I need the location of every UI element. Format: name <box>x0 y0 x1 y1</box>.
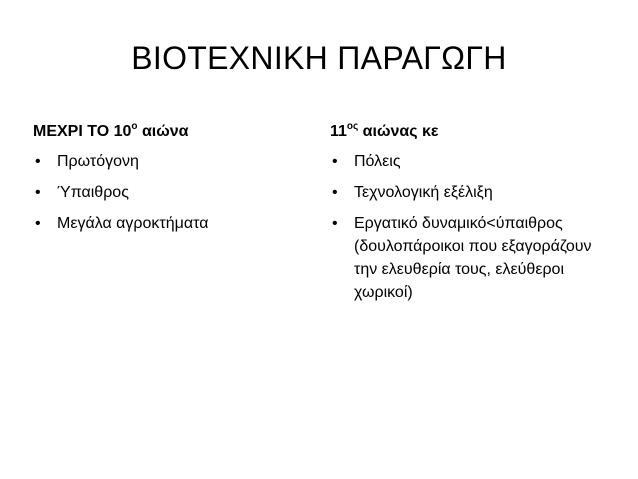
list-item <box>330 150 615 173</box>
right-heading-tail: αιώνας κε <box>358 123 439 140</box>
list-item-text: Εργατικό δυναμικό<ύπαιθρος (δουλοπάροικοι που εξαγοράζουν την ελευθερία τους, ελεύθεροι χωρικοί) <box>354 215 592 301</box>
slide-title: ΒΙΟΤΕΧΝΙΚΗ ΠΑΡΑΓΩΓΗ <box>131 40 507 76</box>
right-heading-superscript: ος <box>346 120 359 132</box>
bullet-icon: • <box>35 184 41 201</box>
list-item <box>33 150 298 173</box>
bullet-icon: • <box>35 153 41 170</box>
left-heading-main: ΜΕΧΡΙ ΤΟ 10 <box>33 123 132 140</box>
right-column <box>330 120 615 312</box>
bullet-icon: • <box>332 215 338 232</box>
list-item <box>330 212 615 304</box>
right-heading-main: 11 <box>330 123 347 140</box>
left-bullet-list <box>33 150 298 235</box>
list-item <box>33 212 298 235</box>
right-bullet-list <box>330 150 615 304</box>
right-column-heading <box>330 120 615 144</box>
bullet-icon: • <box>332 153 338 170</box>
list-item <box>330 181 615 204</box>
list-item <box>33 181 298 204</box>
left-column <box>33 120 298 243</box>
left-heading-superscript: ο <box>131 120 138 132</box>
list-item-text: Τεχνολογική εξέλιξη <box>354 184 493 201</box>
list-item-text: Πρωτόγονη <box>57 153 139 170</box>
bullet-icon: • <box>35 215 41 232</box>
bullet-icon: • <box>332 184 338 201</box>
left-heading-tail: αιώνα <box>137 123 189 140</box>
list-item-text: Ύπαιθρος <box>57 184 129 201</box>
list-item-text: Μεγάλα αγροκτήματα <box>57 215 209 232</box>
list-item-text: Πόλεις <box>354 153 401 170</box>
left-column-heading <box>33 120 298 144</box>
